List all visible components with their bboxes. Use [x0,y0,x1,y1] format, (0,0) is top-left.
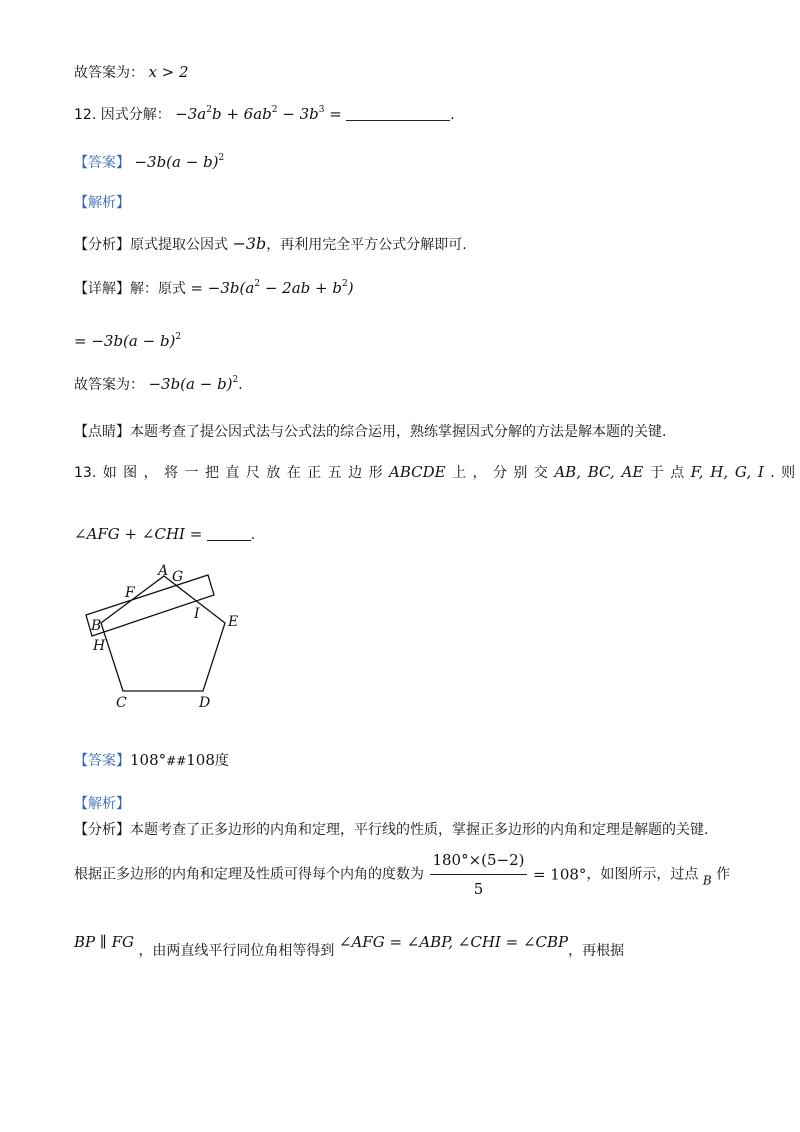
expr-part: ) [347,279,354,297]
analysis-tag: 【解析】 [74,195,130,211]
answer-13 [74,750,229,771]
fraction-numerator: 180°×(5−2) [430,848,526,875]
superscript: 2 [218,153,225,163]
xiangjie-tag: 【详解】 [74,281,130,297]
fraction-denominator: 5 [473,880,484,898]
dianjing-12 [74,422,666,442]
xiangjie-text: 解：原式 [130,281,186,297]
fraction [430,848,526,901]
answer-blank [346,106,450,121]
end-punct: . [250,527,256,543]
answer-expr: −3b(a − b) [134,153,219,171]
label-E: E [228,614,239,630]
label-D: D [199,695,211,711]
question-number: 12. [74,107,97,123]
para-13a [74,848,730,901]
question-text: 于 点 [649,465,685,481]
expr-part: − 2ab + b [260,279,342,297]
step-expr: = −3b(a − b) [74,332,176,350]
analysis-12 [74,193,130,213]
fenxi-tag: 【分析】 [74,822,130,838]
dianjing-tag: 【点睛】 [74,424,130,440]
answer-tag: 【答案】 [74,753,130,769]
fenxi-tag: 【分析】 [74,237,130,253]
answer-prefix: 故答案为： [74,377,144,393]
fenxi-12 [74,234,467,255]
point-label: B [702,873,712,888]
analysis-13 [74,794,130,814]
question-math: ∠AFG + ∠CHI = [74,525,203,543]
expr-part: = [324,105,342,123]
label-F: F [125,585,135,601]
answer-prefix: 故答案为： [74,65,144,81]
end-punct: . [450,107,455,123]
answer-unit: 度 [214,753,229,769]
question-13 [74,462,795,483]
expr-part: −3a [175,105,207,123]
dianjing-text: 本题考查了提公因式法与公式法的综合运用，熟练掌握因式分解的方法是解本题的关键. [130,424,667,440]
answer-math: x > 2 [148,63,189,81]
para-math: ∠AFG = ∠ABP, ∠CHI = ∠CBP [338,933,569,951]
answer-tag: 【答案】 [74,155,130,171]
question-text: 因式分解： [100,107,171,123]
answer-separator: ## [166,754,187,768]
label-B: B [91,618,102,634]
fenxi-math: −3b [232,234,267,253]
question-12: 12. 因式分解： $-3a^2b + 6ab^2 - 3b^3$ = . [74,105,455,123]
para-text: ，由两直线平行同位角相等得到 [138,943,335,959]
expr-part: − 3b [277,105,319,123]
answer-value: 108° [130,751,167,769]
para-text: ，再根据 [568,943,625,959]
para-math: = 108° [532,865,587,884]
question-math: AB, BC, AE [554,463,644,481]
label-H: H [93,638,106,654]
label-A: A [158,563,169,579]
expr-part: = −3b(a [190,279,255,297]
question-text: . 则 [770,465,796,481]
superscript: 2 [232,375,239,385]
label-C: C [116,695,127,711]
question-text: 上 ， 分 别 交 [452,465,548,481]
label-I: I [194,606,200,622]
answer-12 [74,152,224,173]
fenxi-text: 原式提取公因式 [130,237,228,253]
analysis-tag: 【解析】 [74,796,130,812]
end-punct: . [238,377,243,393]
answer-value: 108 [186,751,215,769]
para-13b [74,932,625,959]
final-answer-12 [74,374,243,395]
xiangjie-12: 【详解】解：原式 = $-3b(a^2 - 2ab + b^2)$ [74,279,354,297]
answer-line [74,62,189,83]
para-text: 根据正多边形的内角和定理及性质可得每个内角的度数为 [74,866,424,883]
fenxi-text: ，再利用完全平方公式分解即可. [266,237,467,253]
label-G: G [172,569,184,585]
expr-part: b + 6ab [211,105,272,123]
fenxi-13 [74,820,708,840]
question-math: ABCDE [389,463,446,481]
question-number: 13. [74,465,97,481]
answer-blank [207,526,251,541]
fenxi-text: 本题考查了正多边形的内角和定理，平行线的性质，掌握正多边形的内角和定理是解题的关键. [130,822,709,838]
para-text: 作 [716,866,731,883]
pentagon-ruler-figure [70,556,260,716]
question-math: F, H, G, I [690,463,764,481]
step-12 [74,331,181,352]
answer-expr: −3b(a − b) [148,375,233,393]
para-math: BP ∥ FG [74,933,134,951]
para-text: ，如图所示，过点 [586,866,699,883]
superscript: 2 [175,332,182,342]
question-text: 如 图 ， 将 一 把 直 尺 放 在 正 五 边 形 [102,465,383,481]
pentagon [101,576,225,691]
question-13-line2 [74,524,255,545]
